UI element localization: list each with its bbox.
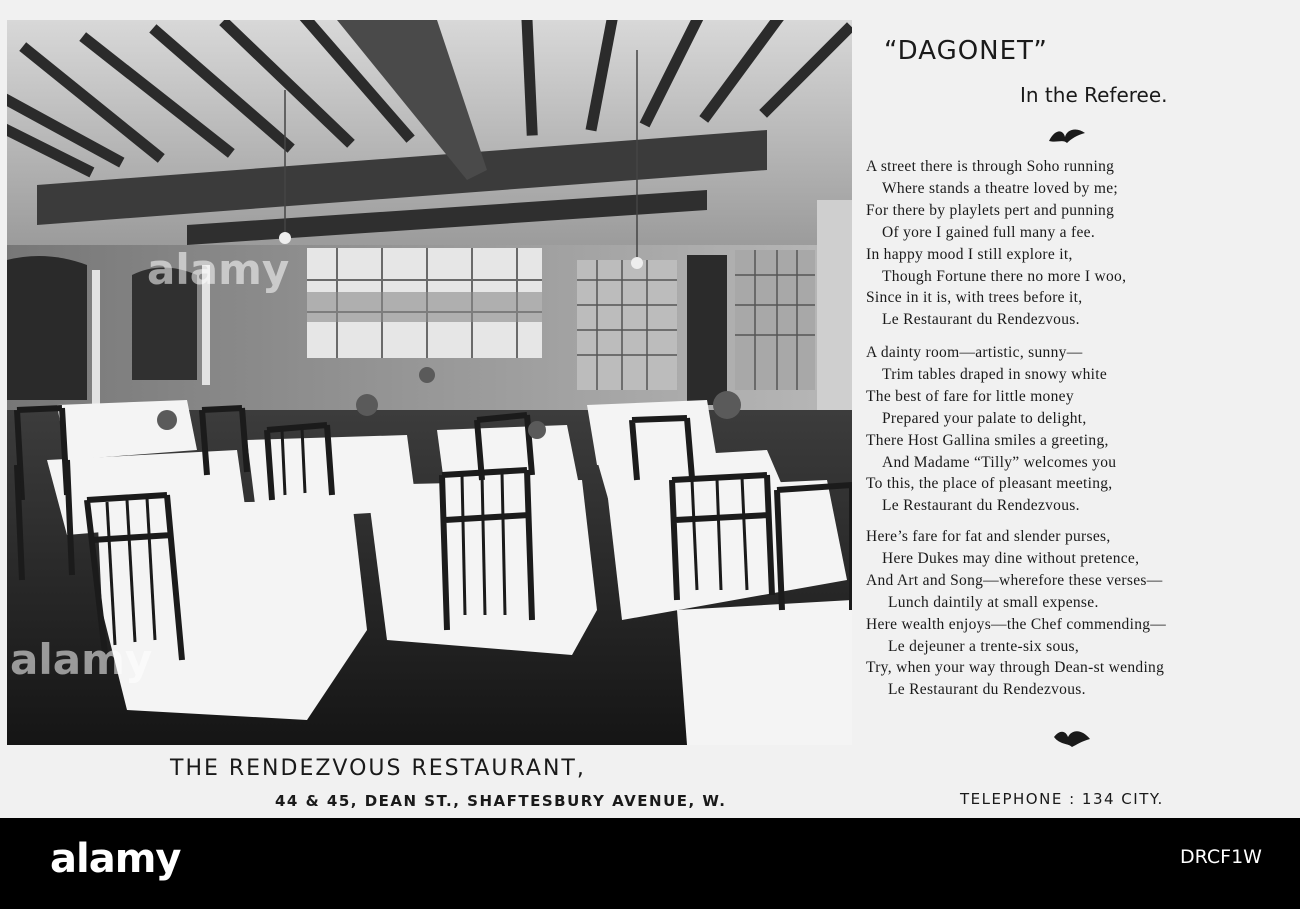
- poem-line: There Host Gallina smiles a greeting,: [866, 431, 1109, 449]
- poem-line: Lunch daintily at small expense.: [888, 593, 1099, 611]
- poem-line: Le Restaurant du Rendezvous.: [888, 681, 1086, 699]
- leaf-flourish-icon: [1052, 727, 1092, 749]
- poem-subtitle: In the Referee.: [1020, 83, 1168, 107]
- watermark-footer-bar: [0, 818, 1300, 909]
- watermark-overlay-left: alamy: [10, 635, 153, 684]
- watermark-overlay-center: alamy: [147, 245, 290, 294]
- poem-line: Where stands a theatre loved by me;: [882, 179, 1119, 197]
- watermark-brand-logo: alamy: [50, 836, 181, 882]
- poem-line: Here wealth enjoys—the Chef commending—: [866, 615, 1167, 633]
- poem-line: To this, the place of pleasant meeting,: [866, 475, 1113, 493]
- poem-stanza-2: [866, 342, 1286, 517]
- poem-title: “DAGONET”: [884, 36, 1048, 66]
- poem-line: Of yore I gained full many a fee.: [882, 223, 1096, 241]
- poem-stanza-3: [866, 526, 1286, 701]
- poem-line: Le Restaurant du Rendezvous.: [882, 311, 1080, 329]
- poem-line: Try, when your way through Dean-st wending: [866, 659, 1165, 677]
- poem-stanza-1: [866, 156, 1286, 331]
- image-code: DRCF1W: [1180, 846, 1262, 868]
- poem-line: Here Dukes may dine without pretence,: [882, 549, 1140, 567]
- restaurant-address: 44 & 45, DEAN ST., SHAFTESBURY AVENUE, W.: [275, 792, 727, 810]
- poem-line: Since in it is, with trees before it,: [866, 289, 1083, 307]
- restaurant-interior-photo: [7, 20, 852, 745]
- poem-line: And Madame “Tilly” welcomes you: [882, 453, 1117, 471]
- poem-line: A street there is through Soho running: [866, 158, 1115, 175]
- poem-line: The best of fare for little money: [866, 387, 1074, 405]
- poem-line: Le dejeuner a trente-six sous,: [888, 637, 1080, 655]
- poem-line: Le Restaurant du Rendezvous.: [882, 497, 1080, 515]
- poem-line: In happy mood I still explore it,: [866, 245, 1073, 263]
- poem-line: A dainty room—artistic, sunny—: [866, 344, 1083, 361]
- restaurant-telephone: TELEPHONE : 134 CITY.: [960, 790, 1164, 808]
- poem-line: Here’s fare for fat and slender purses,: [866, 528, 1111, 545]
- poem-line: Prepared your palate to delight,: [882, 409, 1087, 427]
- poem-line: Trim tables draped in snowy white: [882, 365, 1108, 383]
- poem-line: Though Fortune there no more I woo,: [882, 267, 1127, 285]
- poem-line: For there by playlets pert and punning: [866, 201, 1115, 219]
- leaf-flourish-icon: [1047, 125, 1087, 147]
- restaurant-name: THE RENDEZVOUS RESTAURANT,: [170, 756, 586, 781]
- poem-line: And Art and Song—wherefore these verses—: [866, 571, 1163, 589]
